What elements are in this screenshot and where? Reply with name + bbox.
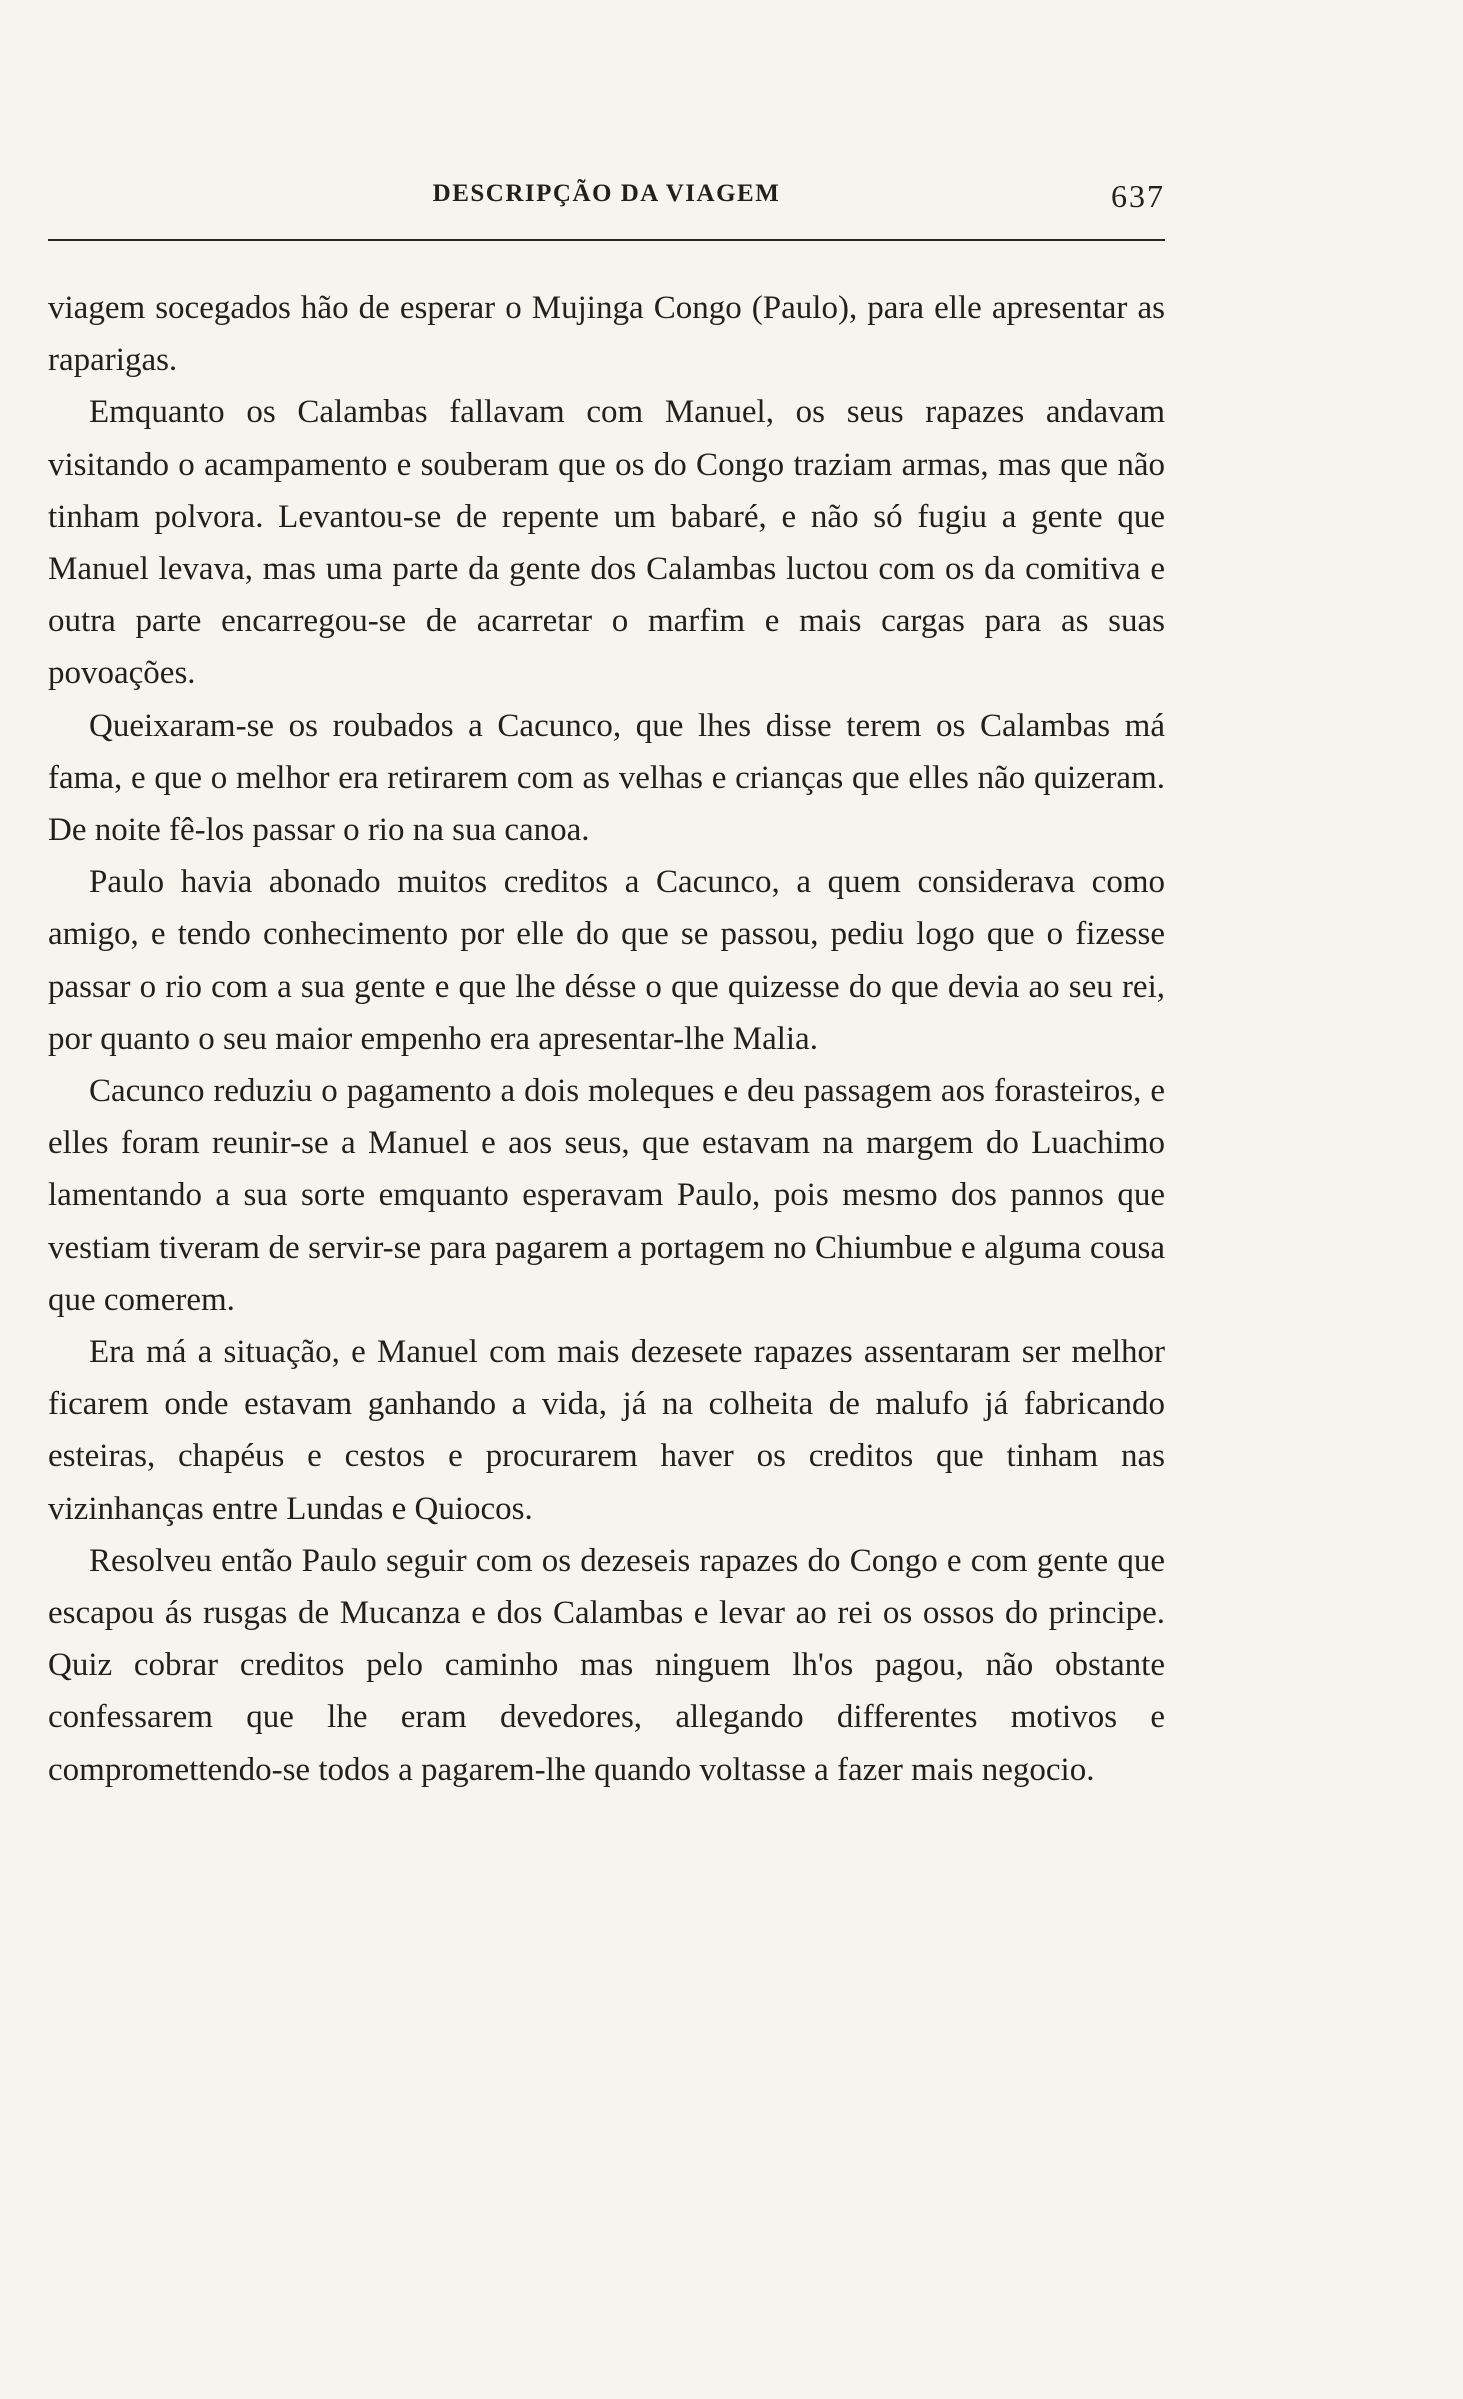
paragraph: Resolveu então Paulo seguir com os dezeseis rapazes do Congo e com gente que escapou ás rusgas de Mucanza e dos Calambas e levar ao rei os ossos do principe. Quiz cobrar creditos pelo caminho mas ninguem lh'os pagou, não obstante confessarem que lhe eram devedores, allegando differentes motivos e compromettendo-se todos a pagarem-lhe quando voltasse a fazer mais negocio. <box>48 1542 1165 1788</box>
paragraph: Paulo havia abonado muitos creditos a Cacunco, a quem considerava como amigo, e tendo conhecimento por elle do que se passou, pediu logo que o fizesse passar o rio com a sua gente e que lhe désse o que quizesse do que devia ao seu rei, por quanto o seu maior empenho era apresentar-lhe Malia. <box>48 864 1165 1057</box>
page-header <box>48 172 1165 232</box>
page-number: 637 <box>1111 178 1165 214</box>
running-title: DESCRIPÇÃO DA VIAGEM <box>432 180 781 207</box>
paragraph: Cacunco reduziu o pagamento a dois moleques e deu passagem aos forasteiros, e elles foram reunir-se a Manuel e aos seus, que estavam na margem do Luachimo lamentando a sua sorte emquanto esperavam Paulo, pois mesmo dos pannos que vestiam tiveram de servir-se para pagarem a portagem no Chiumbue e alguma cousa que comerem. <box>48 1073 1165 1318</box>
paragraph: viagem socegados hão de esperar o Mujinga Congo (Paulo), para elle apresentar as raparigas. <box>48 290 1165 379</box>
paragraph: Queixaram-se os roubados a Cacunco, que lhes disse terem os Calambas má fama, e que o melhor era retirarem com as velhas e crianças que elles não quizeram. De noite fê-los passar o rio na sua canoa. <box>48 707 1165 849</box>
header-rule <box>48 239 1165 241</box>
body-text <box>48 282 1165 1796</box>
paragraph: Emquanto os Calambas fallavam com Manuel, os seus rapazes andavam visitando o acampamento e souberam que os do Congo traziam armas, mas que não tinham polvora. Levantou-se de repente um babaré, e não só fugiu a gente que Manuel levava, mas uma parte da gente dos Calambas luctou com os da comitiva e outra parte encarregou-se de acarretar o marfim e mais cargas para as suas povoações. <box>48 394 1165 692</box>
paragraph: Era má a situação, e Manuel com mais dezesete rapazes assentaram ser melhor ficarem onde estavam ganhando a vida, já na colheita de malufo já fabricando esteiras, chapéus e cestos e procurarem haver os creditos que tinham nas vizinhanças entre Lundas e Quiocos. <box>48 1334 1165 1527</box>
